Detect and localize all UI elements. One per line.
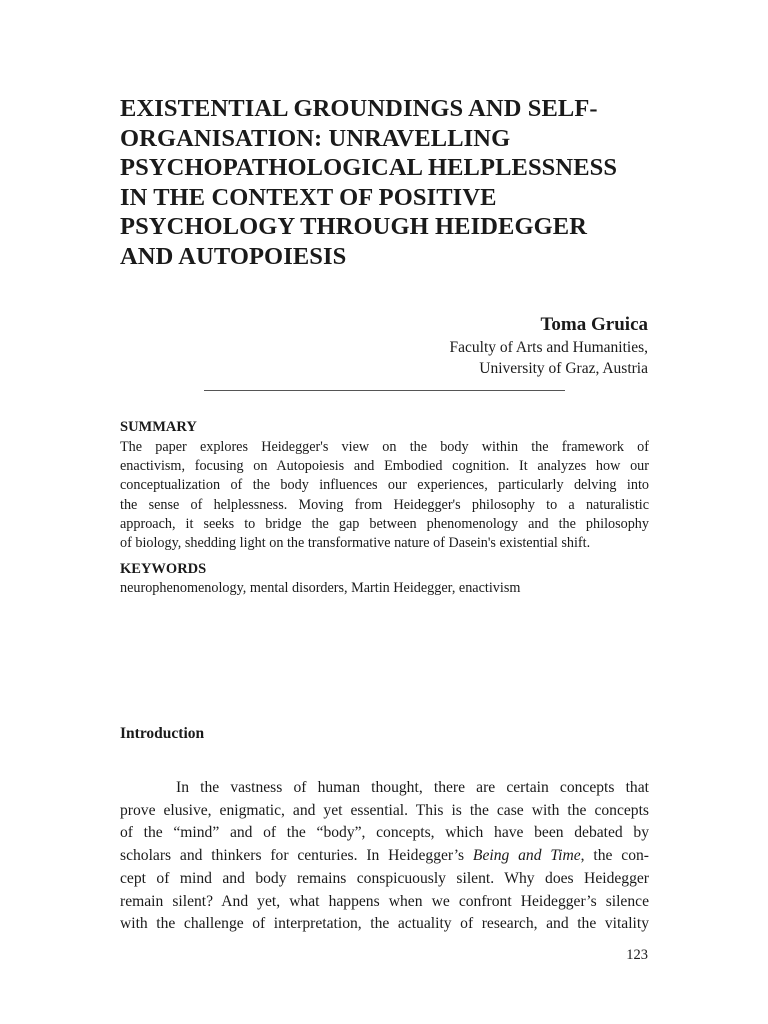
summary-line: the sense of helplessness. Moving from Heidegger's philosophy to a naturalistic: [120, 496, 649, 513]
book-title-italic: Being and Time: [472, 847, 581, 865]
summary-line: The paper explores Heidegger's view on the body within the framework of: [120, 439, 649, 455]
body-line: remain silent? And yet, what happens when we confront Heidegger’s silence: [120, 892, 649, 910]
summary-line: conceptualization of the body influences our experiences, particularly delving into: [120, 477, 649, 494]
body-line: cept of mind and body remains conspicuously silent. Why does Heidegger: [120, 869, 649, 887]
body-line: of the “mind” and of the “body”, concepts, which have been debated by: [120, 824, 649, 842]
summary-line: enactivism, focusing on Autopoiesis and Embodied cognition. It analyzes how our: [120, 458, 649, 475]
body-line: [120, 845, 649, 868]
summary-line: of biology, shedding light on the transformative nature of Dasein's existential shift.: [120, 535, 591, 552]
body-text-run: , the con-: [580, 847, 649, 865]
author-name: Toma Gruica: [540, 314, 648, 335]
summary-line: approach, it seeks to bridge the gap between phenomenology and the philosophy: [120, 515, 649, 532]
author-affiliation-line: Faculty of Arts and Humanities,: [449, 339, 648, 356]
introduction-heading: Introduction: [120, 725, 205, 742]
summary-text: [120, 438, 649, 553]
separator-rule: [204, 390, 565, 391]
summary-heading: SUMMARY: [120, 419, 197, 435]
author-affiliation-line: University of Graz, Austria: [479, 360, 648, 377]
title-line: PSYCHOLOGY THROUGH HEIDEGGER: [120, 213, 588, 240]
body-line: prove elusive, enigmatic, and yet essential. This is the case with the concepts: [120, 801, 649, 819]
keywords-heading: KEYWORDS: [120, 561, 207, 577]
title-line: EXISTENTIAL GROUNDINGS AND SELF-: [120, 95, 598, 122]
title-line: IN THE CONTEXT OF POSITIVE: [120, 183, 497, 211]
paper-title: [120, 94, 640, 271]
page-number: 123: [626, 947, 648, 963]
keywords-text: neurophenomenology, mental disorders, Martin Heidegger, enactivism: [120, 580, 521, 596]
title-line: AND AUTOPOIESIS: [120, 242, 347, 270]
body-line: In the vastness of human thought, there are certain concepts that: [176, 779, 649, 796]
author-block: [450, 313, 648, 379]
title-line: ORGANISATION: UNRAVELLING: [120, 124, 511, 152]
title-line: PSYCHOPATHOLOGICAL HELPLESSNESS: [120, 154, 618, 181]
body-text-run: scholars and thinkers for centuries. In Heidegger’s: [120, 847, 473, 865]
body-line: with the challenge of interpretation, the actuality of research, and the vitality: [120, 915, 649, 933]
introduction-paragraph: [120, 777, 649, 936]
